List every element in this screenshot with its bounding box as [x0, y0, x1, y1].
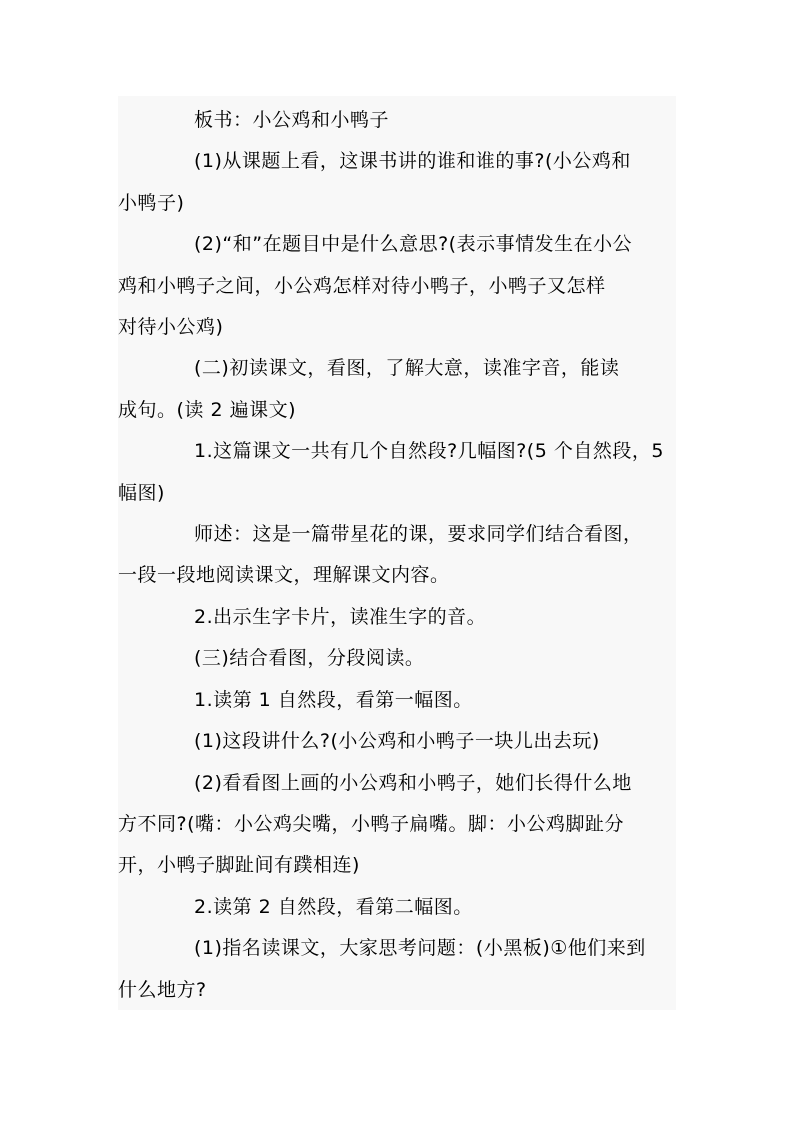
paragraph-section-3: [118, 638, 678, 679]
text-line: 一段一段地阅读课文，理解课文内容。: [118, 564, 450, 587]
text-line: (2)看看图上画的小公鸡和小鸭子，她们长得什么地: [194, 771, 632, 794]
paragraph-sub-question-1: [118, 721, 678, 762]
text-line: 板书：小公鸡和小鸭子: [194, 109, 390, 131]
paragraph-item-2: [118, 597, 678, 638]
text-line: (1)这段讲什么?(小公鸡和小鸭子一块儿出去玩): [194, 730, 600, 753]
paragraph-item-1: [118, 431, 678, 514]
text-line: 开，小鸭子脚趾间有蹼相连): [118, 854, 360, 877]
paragraph-named-reading: [118, 928, 678, 1011]
text-line: 对待小公鸡): [118, 316, 224, 339]
text-line: 成句。(读 2 遍课文): [118, 398, 296, 421]
text-line: 1.这篇课文一共有几个自然段?几幅图?(5 个自然段，5: [194, 440, 664, 463]
paragraph-read-paragraph-2: [118, 887, 678, 928]
paragraph-section-2: [118, 348, 678, 431]
text-line: 方不同?(嘴：小公鸡尖嘴，小鸭子扁嘴。脚：小公鸡脚趾分: [118, 812, 624, 835]
text-line: 鸡和小鸭子之间，小公鸡怎样对待小鸭子，小鸭子又怎样: [118, 274, 606, 297]
text-line: (二)初读课文，看图，了解大意，读准字音，能读: [194, 357, 620, 380]
text-line: (三)结合看图，分段阅读。: [194, 647, 425, 670]
text-line: 1.读第 1 自然段，看第一幅图。: [194, 688, 473, 711]
text-line: 幅图): [118, 481, 165, 504]
paragraph-sub-question-2: [118, 763, 678, 887]
document-text-body: [118, 100, 678, 1011]
text-line: 什么地方?: [118, 978, 207, 1001]
paragraph-teacher-note: [118, 514, 678, 597]
text-line: 小鸭子): [118, 191, 185, 214]
paragraph-question-2: [118, 224, 678, 348]
text-line: (1)从课题上看，这课书讲的谁和谁的事?(小公鸡和: [194, 150, 631, 173]
paragraph-read-paragraph-1: [118, 680, 678, 721]
text-line: (2)“和”在题目中是什么意思?(表示事情发生在小公: [194, 233, 633, 256]
text-line: 2.读第 2 自然段，看第二幅图。: [194, 895, 473, 918]
paragraph-question-1: [118, 141, 678, 224]
text-line: 师述：这是一篇带星花的课，要求同学们结合看图，: [194, 523, 643, 546]
text-line: 2.出示生字卡片，读准生字的音。: [194, 605, 487, 628]
paragraph-blackboard-title: [118, 100, 678, 141]
text-line: (1)指名读课文，大家思考问题：(小黑板)①他们来到: [194, 937, 646, 960]
